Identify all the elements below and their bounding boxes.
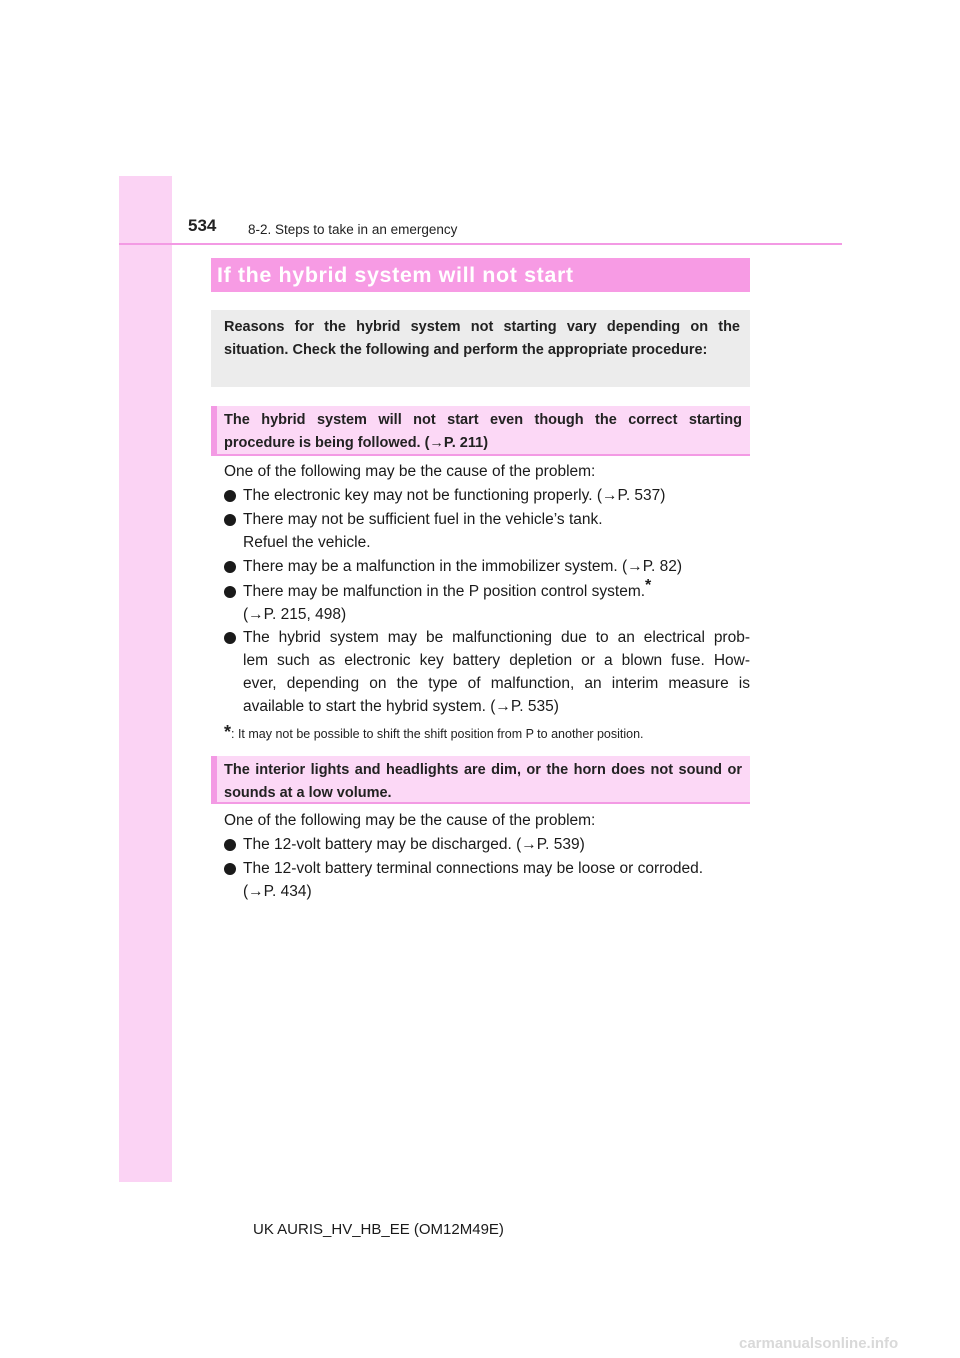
list-item-line: lem such as electronic key battery depletion or a blown fuse. How-: [243, 652, 750, 669]
list-item-line: The electronic key may not be functioning properly. (→P. 537): [243, 487, 666, 504]
footnote-text: : It may not be possible to shift the shift position from P to another position.: [231, 727, 644, 741]
footer-model-code: UK AURIS_HV_HB_EE (OM12M49E): [253, 1221, 504, 1238]
bullet-icon: [224, 514, 236, 526]
footnote-star: *: [224, 722, 232, 742]
list-item-line: There may be a malfunction in the immobilizer system. (→P. 82): [243, 558, 683, 575]
footnote: [224, 722, 644, 743]
list-item-line: available to start the hybrid system. (→P. 535): [243, 698, 559, 715]
case-1-lead: One of the following may be the cause of the problem:: [224, 463, 596, 480]
bullet-icon: [224, 561, 236, 573]
bullet-icon: [224, 490, 236, 502]
side-tab-bar: [119, 176, 172, 1182]
list-item: [224, 833, 750, 856]
case-2-heading: The interior lights and headlights are dim, or the horn does not sound or sounds at a low volume.: [224, 762, 742, 801]
list-item-line: The 12-volt battery may be discharged. (→P. 539): [243, 836, 585, 853]
bullet-icon: [224, 586, 236, 598]
list-item-line: Refuel the vehicle.: [243, 534, 371, 551]
list-item: [224, 508, 750, 554]
list-item-line: There may be malfunction in the P position control system.: [243, 583, 646, 600]
section-header: 8-2. Steps to take in an emergency: [248, 222, 458, 237]
list-item: [224, 484, 750, 507]
case-2-heading-box: [211, 756, 750, 804]
watermark: carmanualsonline.info: [739, 1335, 899, 1352]
list-item-line: ever, depending on the type of malfunction, an interim measure is: [243, 675, 750, 692]
section-title: If the hybrid system will not start: [217, 263, 574, 287]
list-item-line: The hybrid system may be malfunctioning due to an electrical prob-: [243, 629, 750, 646]
list-item: [224, 576, 750, 626]
list-item-line: The 12-volt battery terminal connections may be loose or corroded.: [243, 860, 704, 877]
list-item-line: (→P. 434): [243, 883, 312, 900]
case-2-lead: One of the following may be the cause of the problem:: [224, 812, 596, 829]
bullet-icon: [224, 839, 236, 851]
page-number: 534: [188, 216, 217, 235]
list-item: [224, 626, 750, 718]
list-item-line: There may not be sufficient fuel in the vehicle’s tank.: [243, 511, 603, 528]
section-title-bar: [211, 258, 750, 292]
intro-text: Reasons for the hybrid system not starting vary depending on the situation. Check the following and perform the appropriate procedure:: [224, 319, 740, 358]
footnote-marker: *: [645, 576, 652, 594]
bullet-icon: [224, 863, 236, 875]
list-item: [224, 857, 750, 903]
case-1-heading-box: [211, 406, 750, 456]
header-divider: [119, 243, 842, 245]
case-1-heading: The hybrid system will not start even though the correct starting procedure is being followed. (→P. 211): [224, 412, 742, 451]
list-item-line: (→P. 215, 498): [243, 606, 347, 623]
intro-box: [211, 310, 750, 387]
list-item: [224, 555, 750, 578]
bullet-icon: [224, 632, 236, 644]
